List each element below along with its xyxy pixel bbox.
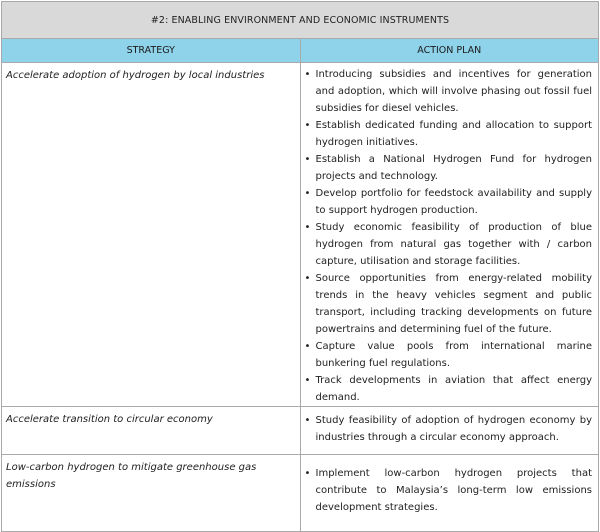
action-text: Implement low-carbon hydrogen projects that contribute to Malaysia’s long-term low emissions development strategies. [315, 468, 592, 513]
action-text: Establish a National Hydrogen Fund for hydrogen projects and technology. [315, 154, 592, 182]
action-text: Capture value pools from international marine bunkering fuel regulations. [315, 341, 592, 369]
action-text: Introducing subsidies and incentives for generation and adoption, which will involve phasing out fossil fuel subsidies for diesel vehicles. [315, 69, 592, 114]
action-list [301, 465, 593, 516]
action-item [301, 270, 593, 338]
action-text: Track developments in aviation that affect energy demand. [315, 375, 592, 403]
strategy-cell: Accelerate transition to circular economy [2, 407, 301, 455]
action-item [301, 465, 593, 516]
action-list [301, 66, 593, 406]
action-item [301, 117, 593, 151]
bullet-icon: • [304, 341, 311, 352]
action-text: Source opportunities from energy-related mobility trends in the heavy vehicles segment and public transport, including tracking developments on future powertrains and determining fuel of the future. [315, 273, 592, 335]
action-plan-column-header: ACTION PLAN [300, 39, 599, 63]
bullet-icon: • [304, 273, 311, 284]
action-text: Develop portfolio for feedstock availability and supply to support hydrogen production. [315, 188, 592, 216]
bullet-icon: • [304, 69, 311, 80]
bullet-icon: • [304, 375, 311, 386]
table-row [2, 455, 599, 532]
strategy-cell: Low-carbon hydrogen to mitigate greenhouse gas emissions [2, 455, 301, 532]
action-item [301, 372, 593, 406]
action-text: Establish dedicated funding and allocation to support hydrogen initiatives. [315, 120, 592, 148]
table-title: #2: ENABLING ENVIRONMENT AND ECONOMIC INSTRUMENTS [2, 2, 599, 39]
action-plan-cell [300, 407, 599, 455]
table-row [2, 63, 599, 407]
table-title-row [2, 2, 599, 39]
action-item [301, 219, 593, 270]
action-list [301, 412, 593, 446]
strategy-action-table [1, 1, 599, 532]
strategy-column-header: STRATEGY [2, 39, 301, 63]
bullet-icon: • [304, 188, 311, 199]
action-item [301, 338, 593, 372]
action-item [301, 66, 593, 117]
strategy-cell: Accelerate adoption of hydrogen by local industries [2, 63, 301, 407]
action-item [301, 185, 593, 219]
page [0, 1, 600, 513]
bullet-icon: • [304, 222, 311, 233]
action-item [301, 151, 593, 185]
column-header-row [2, 39, 599, 63]
table-row [2, 407, 599, 455]
bullet-icon: • [304, 120, 311, 131]
action-item [301, 412, 593, 446]
action-plan-cell [300, 455, 599, 532]
bullet-icon: • [304, 468, 311, 479]
action-text: Study economic feasibility of production of blue hydrogen from natural gas together with / carbon capture, utilisation and storage facilities. [315, 222, 592, 267]
action-plan-cell [300, 63, 599, 407]
action-text: Study feasibility of adoption of hydrogen economy by industries through a circular economy approach. [315, 415, 592, 443]
bullet-icon: • [304, 415, 311, 426]
bullet-icon: • [304, 154, 311, 165]
